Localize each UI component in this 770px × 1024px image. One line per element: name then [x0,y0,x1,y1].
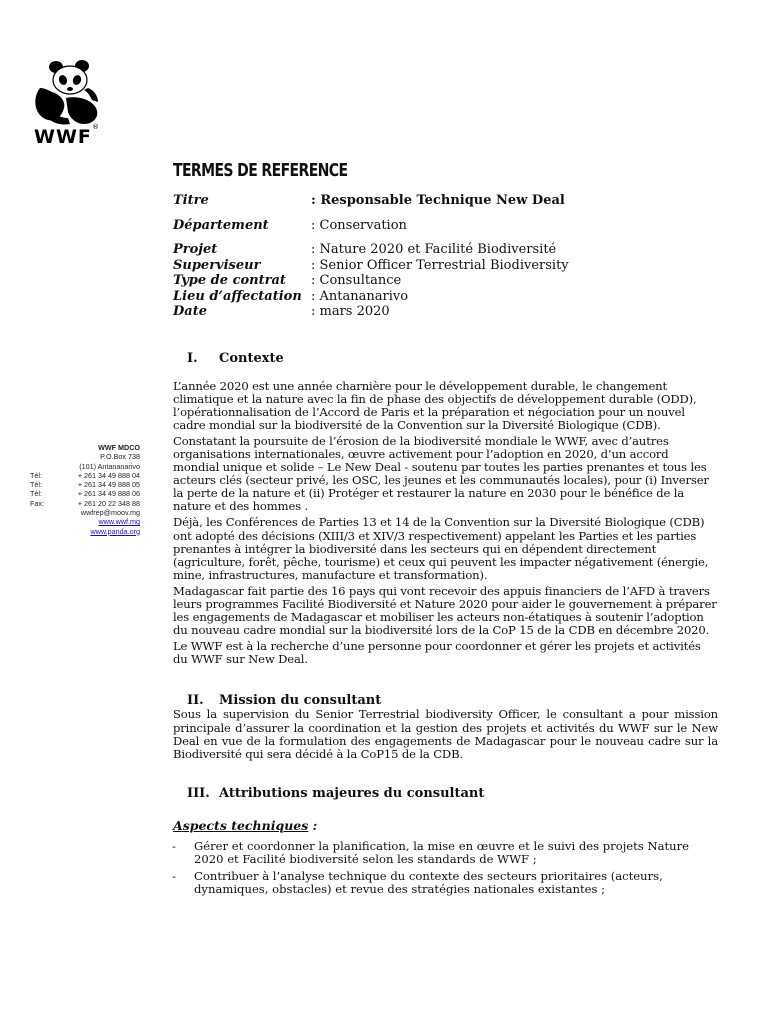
field-label: Lieu d’affectation [173,288,302,304]
contact-block [30,443,140,536]
section-title: Attributions majeures du consultant [219,785,485,801]
website-link-panda-org[interactable]: www.panda.org [90,526,140,536]
document-body [173,160,718,900]
contact-fax-row [30,499,140,508]
field-departement [173,218,718,234]
field-superviseur [173,258,718,274]
field-value: : Antananarivo [311,288,409,304]
field-label: Date [173,304,207,319]
list-item [173,840,718,866]
field-value: : Conservation [311,217,407,233]
section-number: III. [187,785,210,801]
phone-value: + 261 34 49 888 05 [77,480,140,490]
contact-address-line: (101) Antananarivo [79,461,140,471]
section-heading-contexte [173,351,718,366]
field-titre [173,193,718,209]
phone-value: + 261 34 49 888 04 [77,470,140,480]
field-lieu [173,289,718,305]
contact-address-line: P.O.Box 738 [100,452,140,462]
paragraph: Sous la supervision du Senior Terrestrial biodiversity Officer, le consultant a pour mission principale d’assurer la coordination et la gestion des projets et activités du WWF sur le New Deal en vue de la formulation des engagements de Madagascar pour le nouveau cadre sur la Biodiversité qui sera décidé à la CoP15 de la CDB. [173,707,718,761]
paragraph: Déjà, les Conférences de Parties 13 et 14 de la Convention sur la Diversité Biologique (CDB) ont adopté des décisions (XIII/3 et XIV/3 respectivement) appelant les Parties et les parties prenantes à intégrer la biodiversité dans les secteurs qui en dépendent directement (agriculture, forêt, pêche, tourisme) et ceux qui peuvent les impacter négativement (énergie, mine, infrastructures, manufacture et transformation). [173,515,709,582]
subheading-text: Aspects techniques [173,817,309,833]
contact-org: WWF MDCO [98,443,140,452]
field-label: Type de contrat [173,273,286,288]
paragraph: Constatant la poursuite de l’érosion de la biodiversité mondiale le WWF, avec d’autres organisations internationales, œuvre activement pour l’adoption en 2020, d’un accord mondial unique et solide – Le New Deal - soutenu par toutes les parties prenantes et tous les acteurs clés (secteur privé, les OSC, les jeunes et les communautés locales), pour (i) Inverser la perte de la nature et (ii) Protéger et restaurer la nature en 2030 pour le bénéfice de la nature et des hommes . [173,433,709,514]
field-value: : Nature 2020 et Facilité Biodiversité [311,242,557,257]
section-title: Contexte [219,350,284,366]
phone-value: + 261 34 49 888 06 [77,489,140,499]
subheading-colon: : [308,817,318,833]
registered-mark: ® [92,123,99,131]
bullet-dash: - [172,838,176,853]
list-item-text: Contribuer à l’analyse technique du contexte des secteurs prioritaires (acteurs, dynamiques, obstacles) et revue des stratégies nationales existantes ; [194,869,663,897]
field-label: Projet [173,242,218,257]
section-number: I. [187,350,198,366]
website-link-wwf-mg[interactable]: www.wwf.mg [98,517,140,527]
field-label: Département [173,217,269,233]
contact-phone-row [30,471,140,480]
field-value: : Consultance [311,273,402,288]
field-projet [173,242,718,258]
wwf-logo-text: WWF [34,126,92,148]
paragraph: Le WWF est à la recherche d’une personne pour coordonner et gérer les projets et activités du WWF sur New Deal. [173,639,701,667]
phone-label: Tél: [30,480,42,490]
fax-value: + 261 20 22 348 88 [77,498,140,508]
panda-icon [30,58,102,128]
list-item-text: Gérer et coordonner la planification, la mise en œuvre et le suivi des projets Nature 2020 et Facilité biodiversité selon les standards de WWF ; [194,838,690,866]
section-heading-mission [173,693,718,708]
phone-label: Tél: [30,470,42,480]
field-value: : Senior Officer Terrestrial Biodiversity [311,257,569,273]
contact-email: wwfrep@moov.mg [80,508,140,518]
contact-phone-row [30,480,140,489]
bullet-dash: - [172,869,176,884]
field-value: : mars 2020 [311,304,390,319]
field-label: Titre [173,193,209,208]
phone-label: Tél: [30,489,42,499]
field-value: : Responsable Technique New Deal [311,193,565,208]
page-title: TERMES DE REFERENCE [173,160,348,181]
field-date [173,304,718,320]
list-item [173,870,718,896]
paragraph: Madagascar fait partie des 16 pays qui vont recevoir des appuis financiers de l’AFD à travers leurs programmes Facilité Biodiversité et Nature 2020 pour aider le gouvernement à préparer les engagements de Madagascar et mobiliser les acteurs non-étatiques à soutenir l’adoption du nouveau cadre mondial sur la biodiversité lors de la CoP 15 de la CDB en décembre 2020. [173,583,717,638]
section-number: II. [187,693,204,709]
fields-table [173,193,718,320]
section-heading-attributions [173,786,718,801]
field-label: Superviseur [173,257,261,273]
field-type-contrat [173,273,718,289]
section-title: Mission du consultant [219,693,382,709]
contact-phone-row [30,489,140,498]
subheading-aspects-techniques [173,815,718,834]
fax-label: Fax: [30,498,44,508]
paragraph: L’année 2020 est une année charnière pour le développement durable, le changement climatique et la nature avec la fin de phase des objectifs de développement durable (ODD), l’opérationnalisation de l’Accord de Paris et la préparation et négociation pour un nouvel cadre mondial sur la biodiversité de la Convention sur la Diversité Biologique (CDB). [173,378,697,432]
